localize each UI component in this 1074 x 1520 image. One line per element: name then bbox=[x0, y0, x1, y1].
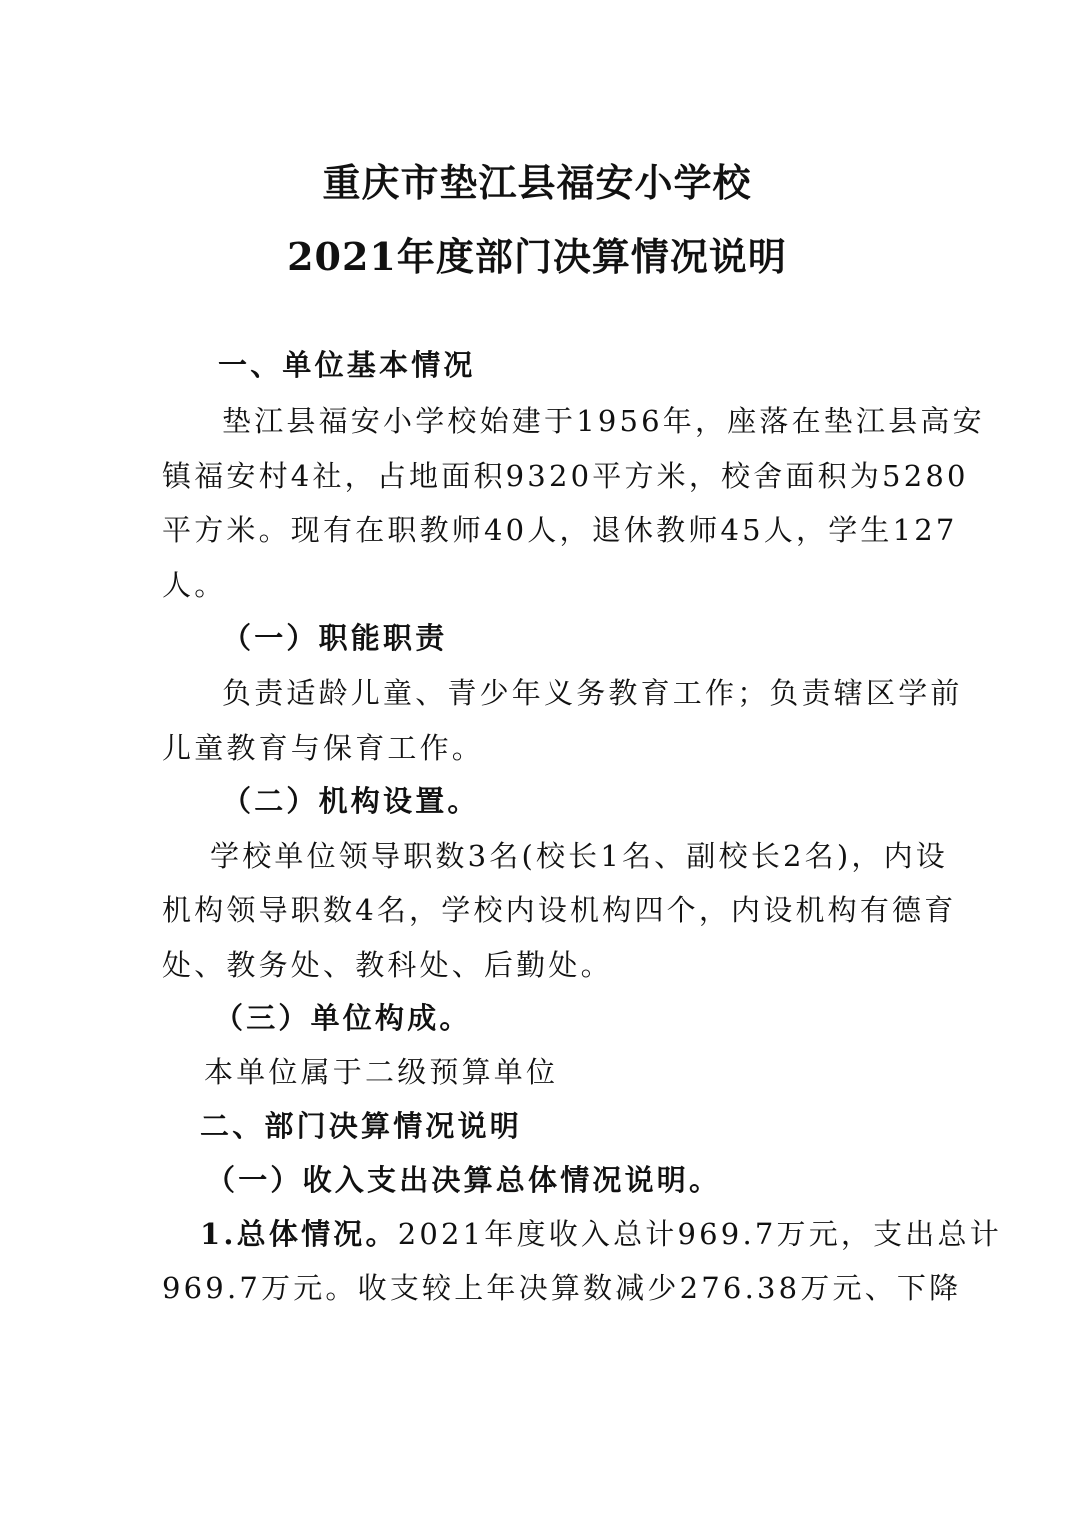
section-1-paragraph-line: 镇福安村4社，占地面积9320平方米，校舍面积为5280 bbox=[162, 459, 969, 493]
subsection-duties-line: 负责适龄儿童、青少年义务教育工作；负责辖区学前 bbox=[222, 676, 963, 710]
budget-summary-line-2: 969.7万元。收支较上年决算数减少276.38万元、下降 bbox=[162, 1271, 962, 1305]
document-title-line-2: 2021年度部门决算情况说明 bbox=[287, 234, 787, 279]
subsection-duties-heading: （一）职能职责 bbox=[222, 621, 448, 655]
subsection-composition-line: 本单位属于二级预算单位 bbox=[204, 1055, 559, 1089]
subsection-org-line: 学校单位领导职数3名(校长1名、副校长2名)，内设 bbox=[210, 839, 948, 873]
budget-summary-text: 2021年度收入总计969.7万元，支出总计 bbox=[397, 1217, 1002, 1251]
budget-summary-line bbox=[200, 1212, 1002, 1253]
section-1-paragraph-line: 人。 bbox=[162, 568, 227, 602]
section-2-heading: 二、部门决算情况说明 bbox=[200, 1109, 523, 1143]
subsection-budget-heading: （一）收入支出决算总体情况说明。 bbox=[206, 1163, 722, 1197]
section-1-heading: 一、单位基本情况 bbox=[218, 348, 476, 382]
budget-summary-label: 1.总体情况。 bbox=[200, 1217, 398, 1251]
subsection-org-heading: （二）机构设置。 bbox=[222, 784, 480, 818]
subsection-duties-line: 儿童教育与保育工作。 bbox=[162, 731, 485, 765]
subsection-org-line: 机构领导职数4名，学校内设机构四个，内设机构有德育 bbox=[162, 893, 957, 927]
section-1-paragraph-line: 平方米。现有在职教师40人，退休教师45人，学生127 bbox=[162, 513, 958, 547]
document-title-line-1: 重庆市垫江县福安小学校 bbox=[322, 160, 752, 205]
section-1-paragraph-line: 垫江县福安小学校始建于1956年，座落在垫江县高安 bbox=[222, 404, 985, 438]
subsection-org-line: 处、教务处、教科处、后勤处。 bbox=[162, 948, 613, 982]
subsection-composition-heading: （三）单位构成。 bbox=[214, 1001, 472, 1035]
